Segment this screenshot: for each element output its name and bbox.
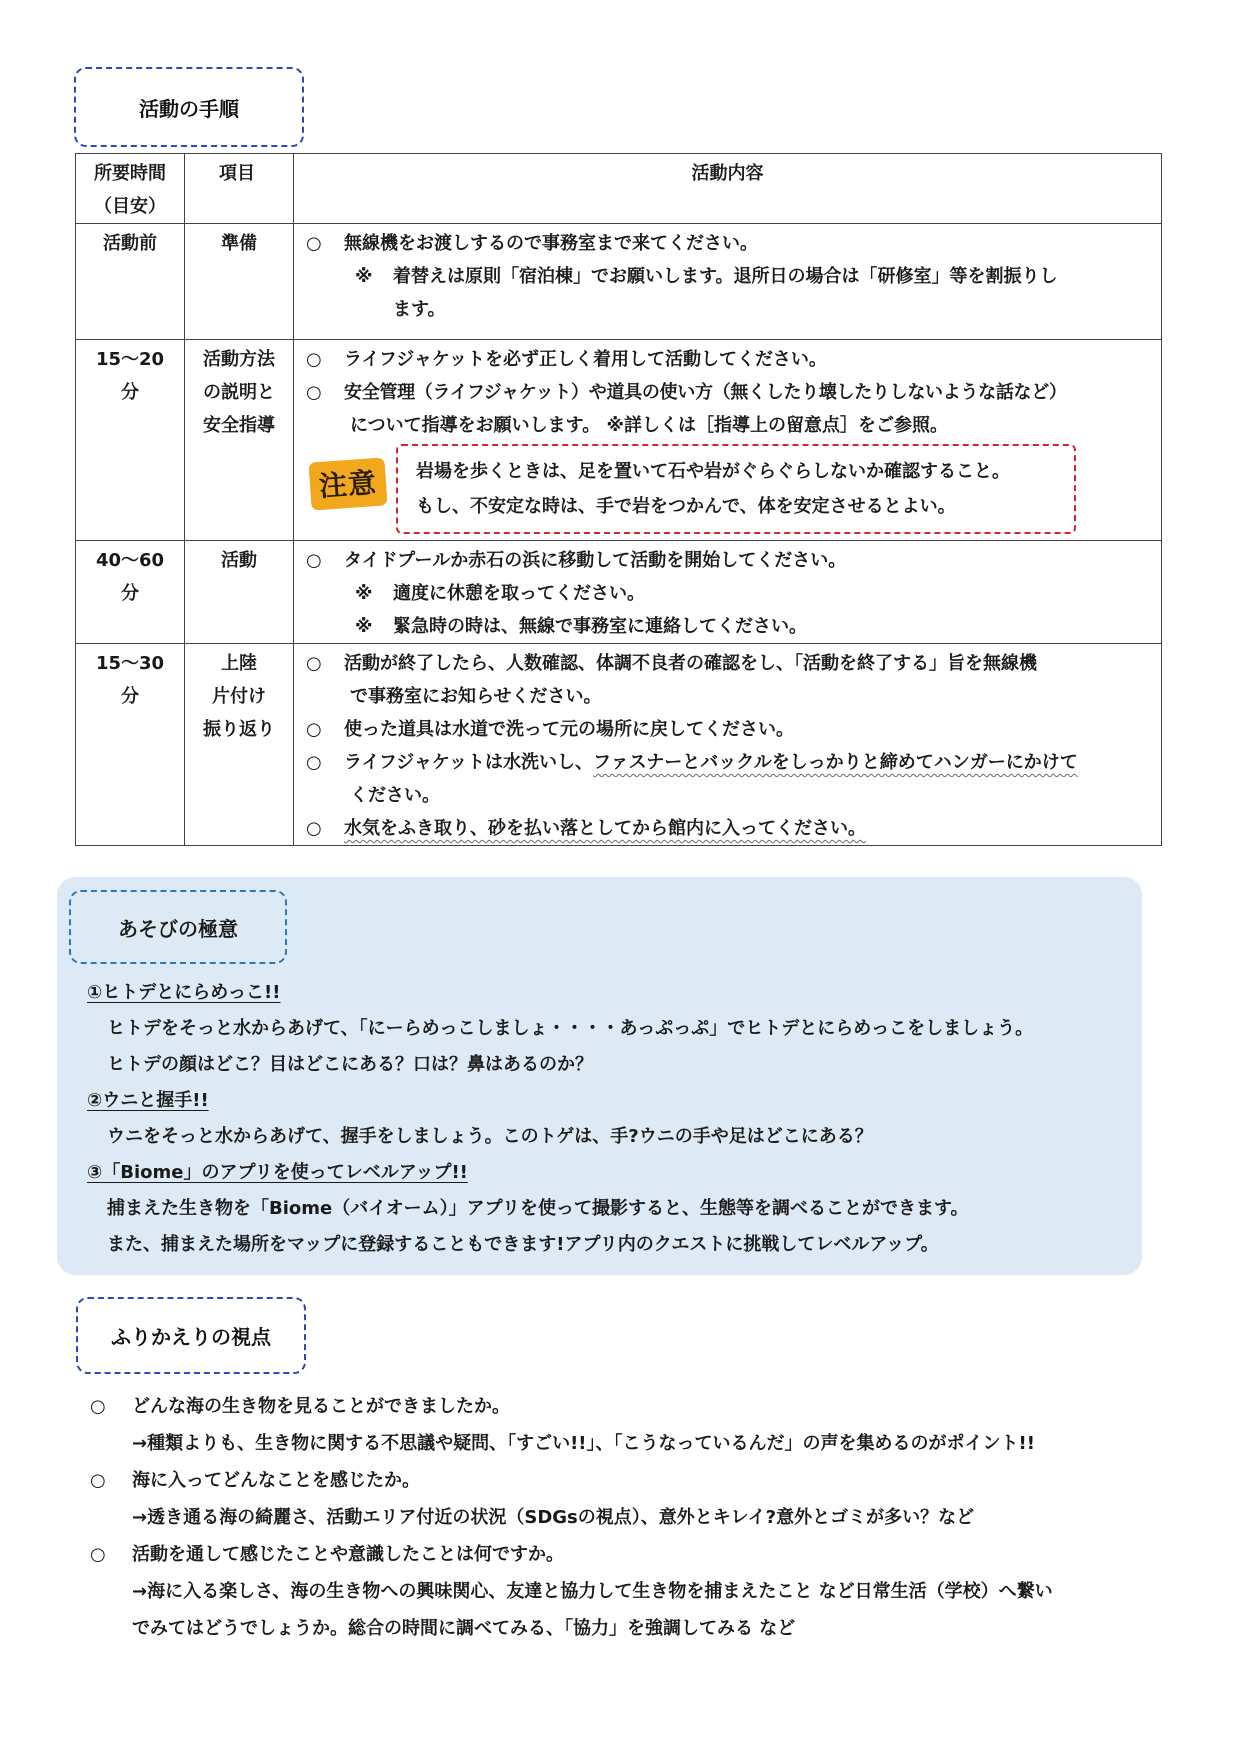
row-item: [185, 541, 294, 644]
item-text: 準備: [221, 233, 257, 254]
caution-badge-text: 注意: [317, 465, 379, 503]
line-text: 適度に休憩を取ってください。: [393, 583, 645, 604]
list-item: [300, 610, 1155, 643]
line-text: 緊急時の時は、無線で事務室に連絡してください。: [393, 616, 807, 637]
circle-mark: ○: [306, 818, 322, 839]
line-text-cont: ください。: [350, 785, 440, 806]
header-content-label: 活動内容: [691, 163, 764, 184]
time-text: 活動前: [103, 233, 157, 254]
procedure-heading: [74, 67, 304, 147]
circle-mark: ○: [306, 233, 322, 254]
question-text: どんな海の生き物を見ることができましたか。: [132, 1396, 510, 1417]
time-text: 15～20: [95, 349, 165, 370]
line-text-cont: について指導をお願いします。 ※詳しくは［指導上の留意点］をご参照。: [350, 415, 948, 436]
note-mark: ※: [355, 616, 373, 637]
asobi-item-title: ②ウニと握手!!: [87, 1090, 209, 1111]
list-item: [300, 812, 1155, 845]
list-item: [90, 1536, 1170, 1573]
header-item-label: 項目: [219, 163, 255, 184]
line-text-emphasis: 水気をふき取り、砂を払い落としてから館内に入ってください。: [344, 818, 866, 839]
header-time: [76, 154, 185, 224]
line-text: 着替えは原則「宿泊棟」でお願いします。退所日の場合は「研修室」等を割振りし: [393, 266, 1058, 287]
answer-text: →種類よりも、生き物に関する不思議や疑問、「すごい!!」、「こうなっているんだ」の声を集めるのがポイント!!: [132, 1433, 1035, 1454]
row-item: [185, 644, 294, 846]
line-text: 活動が終了したら、人数確認、体調不良者の確認をし、「活動を終了する」旨を無線機: [344, 653, 1037, 674]
asobi-item-text: ウニをそっと水からあげて、握手をしましょう。このトゲは、手?ウニの手や足はどこにある？: [107, 1126, 873, 1147]
item-text: 振り返り: [203, 719, 275, 740]
row-content: [294, 224, 1162, 340]
asobi-body: [87, 975, 1127, 1263]
answer-text: →海に入る楽しさ、海の生き物への興味関心、友達と協力して生き物を捕まえたこと など日常生活（学校）へ繋い: [132, 1581, 1053, 1602]
list-item: [300, 227, 1155, 260]
time-text: 40～60: [95, 550, 165, 571]
circle-mark: ○: [306, 653, 322, 674]
list-item: [300, 260, 1155, 293]
item-text: 片付け: [212, 686, 266, 707]
circle-mark: ○: [306, 550, 322, 571]
circle-mark: ○: [306, 752, 322, 773]
line-text: タイドプールか赤石の浜に移動して活動を開始してください。: [344, 550, 847, 571]
header-time-sub: （目安）: [94, 196, 166, 217]
circle-mark: ○: [90, 1544, 106, 1565]
question-text: 活動を通して感じたことや意識したことは何ですか。: [132, 1544, 564, 1565]
asobi-heading: [69, 890, 287, 964]
circle-mark: ○: [306, 382, 322, 403]
list-item: [300, 544, 1155, 577]
answer-text: でみてはどうでしょうか。総合の時間に調べてみる、「協力」を強調してみる など: [132, 1618, 796, 1639]
caution-line: 岩場を歩くときは、足を置いて石や岩がぐらぐらしないか確認すること。: [416, 461, 1010, 482]
row-item: [185, 340, 294, 541]
list-item: [300, 746, 1155, 779]
note-mark: ※: [355, 583, 373, 604]
list-item: [300, 577, 1155, 610]
row-content: [294, 644, 1162, 846]
line-text-emphasis: ファスナーとバックルをしっかりと締めてハンガーにかけて: [592, 752, 1078, 773]
asobi-heading-text: あそびの極意: [118, 916, 238, 941]
time-unit: 分: [121, 686, 139, 707]
furikaeri-heading-text: ふりかえりの視点: [111, 1325, 271, 1349]
list-item: [300, 647, 1155, 680]
line-text: ライフジャケットを必ず正しく着用して活動してください。: [344, 349, 827, 370]
row-time: [76, 340, 185, 541]
list-item: [300, 713, 1155, 746]
table-row: [76, 340, 1162, 541]
circle-mark: ○: [90, 1396, 106, 1417]
caution-area: [300, 444, 1155, 540]
answer-text: →透き通る海の綺麗さ、活動エリア付近の状況（SDGsの視点）、意外とキレイ?意外とゴミが多い？など: [132, 1507, 975, 1528]
asobi-item-title: ③「Biome」のアプリを使ってレベルアップ!!: [87, 1162, 468, 1183]
asobi-item-text: ヒトデをそっと水からあげて、「にーらめっこしましょ・・・・あっぷっぷ」でヒトデとにらめっこをしましょう。: [107, 1018, 1034, 1039]
line-text: 安全管理（ライフジャケット）や道具の使い方（無くしたり壊したりしないような話など）: [344, 382, 1067, 403]
header-time-label: 所要時間: [94, 163, 166, 184]
circle-mark: ○: [306, 349, 322, 370]
time-text: 15～30: [95, 653, 165, 674]
asobi-item-text: 捕まえた生き物を「Biome（バイオーム）」アプリを使って撮影すると、生態等を調べることができます。: [107, 1198, 969, 1219]
question-text: 海に入ってどんなことを感じたか。: [132, 1470, 420, 1491]
line-text: 使った道具は水道で洗って元の場所に戻してください。: [344, 719, 794, 740]
list-item: [90, 1388, 1170, 1425]
item-text: 活動: [221, 550, 257, 571]
note-mark: ※: [355, 266, 373, 287]
item-text: 上陸: [221, 653, 257, 674]
list-item: [300, 376, 1155, 409]
furikaeri-heading: [76, 1297, 306, 1374]
line-text: 無線機をお渡しするので事務室まで来てください。: [344, 233, 758, 254]
table-row: [76, 224, 1162, 340]
row-item: [185, 224, 294, 340]
row-content: [294, 340, 1162, 541]
circle-mark: ○: [90, 1470, 106, 1491]
table-row: [76, 644, 1162, 846]
furikaeri-body: [90, 1388, 1170, 1647]
circle-mark: ○: [306, 719, 322, 740]
row-time: [76, 224, 185, 340]
time-unit: 分: [121, 583, 139, 604]
row-content: [294, 541, 1162, 644]
list-item: [90, 1462, 1170, 1499]
item-text: の説明と: [203, 382, 275, 403]
asobi-item-text: また、捕まえた場所をマップに登録することもできます!アプリ内のクエストに挑戦してレベルアップ。: [107, 1234, 939, 1255]
caution-badge: [308, 457, 387, 510]
item-text: 活動方法: [203, 349, 275, 370]
asobi-item-text: ヒトデの顔はどこ？目はどこにある？口は？鼻はあるのか？: [107, 1054, 593, 1075]
asobi-item-title: ①ヒトデとにらめっこ!!: [87, 982, 281, 1003]
item-text: 安全指導: [203, 415, 275, 436]
line-text: ライフジャケットは水洗いし、: [344, 752, 593, 773]
caution-line: もし、不安定な時は、手で岩をつかんで、体を安定させるとよい。: [416, 496, 956, 517]
procedure-table: [75, 153, 1162, 846]
header-item: [185, 154, 294, 224]
caution-box: [396, 444, 1076, 534]
header-content: [294, 154, 1162, 224]
table-row: [76, 541, 1162, 644]
time-unit: 分: [121, 382, 139, 403]
row-time: [76, 541, 185, 644]
procedure-heading-text: 活動の手順: [139, 96, 239, 121]
line-text-cont: で事務室にお知らせください。: [350, 686, 602, 707]
list-item: [300, 343, 1155, 376]
line-text-cont: ます。: [393, 299, 446, 320]
table-header-row: [76, 154, 1162, 224]
row-time: [76, 644, 185, 846]
